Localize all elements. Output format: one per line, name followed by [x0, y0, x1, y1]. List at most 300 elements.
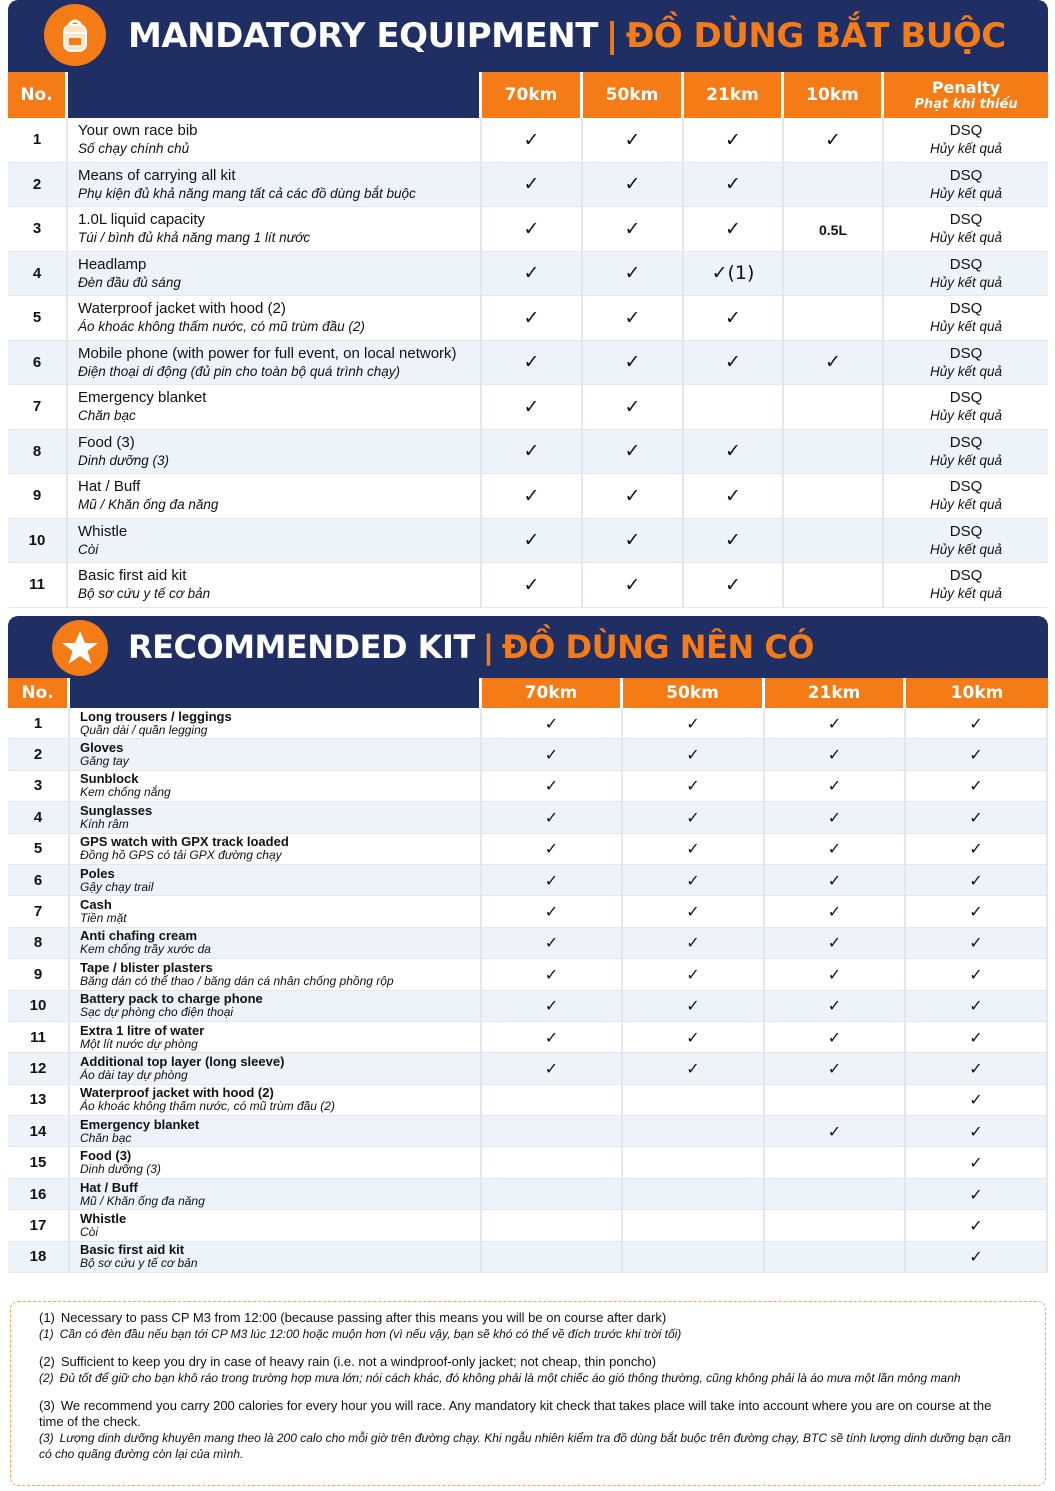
row-number: 12: [8, 1053, 70, 1084]
table-row: [8, 519, 1048, 564]
check-cell-70km: [482, 563, 583, 608]
check-cell-50km: [583, 252, 684, 297]
check-cell-21km: [684, 563, 784, 608]
check-mark: ✓: [827, 1121, 842, 1141]
check-cell-50km: [583, 474, 684, 519]
item-name-en: 1.0L liquid capacity: [78, 211, 206, 229]
item-name-vi: Mũ / Khăn ống đa năng: [78, 497, 219, 513]
check-cell-70km: [482, 1242, 623, 1273]
table-row: [8, 474, 1048, 519]
item-name-en: GPS watch with GPX track loaded: [80, 834, 289, 850]
check-cell-10km: [784, 563, 884, 608]
penalty-text: Hủy kết quả: [929, 497, 1003, 513]
check-cell-70km: [482, 430, 583, 475]
row-number: 8: [8, 430, 68, 475]
check-mark: ✓: [969, 807, 983, 827]
row-number: 9: [8, 959, 70, 990]
check-mark: ✓: [624, 217, 641, 240]
table-row: [8, 207, 1048, 252]
footnote-en: [39, 1310, 1017, 1326]
item-name-vi: Số chạy chính chủ: [78, 141, 190, 157]
check-cell-21km: [684, 296, 784, 341]
check-mark: ✓: [544, 870, 559, 890]
table-row: [8, 991, 1048, 1022]
table-row: [8, 296, 1048, 341]
item-name-en: Emergency blanket: [78, 389, 207, 407]
check-cell-21km: [765, 834, 906, 865]
penalty-text: Hủy kết quả: [929, 185, 1003, 201]
check-cell-21km: [765, 1022, 906, 1053]
penalty-text: Hủy kết quả: [929, 452, 1003, 468]
footnote-en: [39, 1354, 1017, 1370]
item-name-vi: Bộ sơ cứu y tế cơ bản: [78, 586, 211, 602]
col-item: [68, 72, 482, 118]
check-mark: ✓: [544, 776, 559, 796]
check-cell-70km: [482, 296, 583, 341]
item-cell: [68, 474, 482, 519]
check-mark: ✓: [523, 173, 540, 196]
item-name-en: Long trousers / leggings: [80, 708, 232, 724]
check-mark: ✓: [969, 1215, 983, 1235]
check-mark: ✓: [725, 351, 741, 374]
check-mark: ✓: [969, 964, 983, 984]
table-row: [8, 252, 1048, 297]
check-mark: ✓: [523, 351, 540, 374]
check-mark: ✓: [827, 807, 842, 827]
item-cell: [70, 959, 482, 990]
check-mark: 0.5L: [818, 221, 847, 238]
check-cell-10km: [784, 296, 884, 341]
footnote-text-en: We recommend you carry 200 calories for every hour you will race. Any mandatory kit check that takes place will take into account where you are on course at the time of the check.: [39, 1398, 992, 1429]
check-mark: ✓: [624, 351, 641, 374]
item-name-en: Food (3): [80, 1148, 132, 1164]
title-vi: ĐỒ DÙNG NÊN CÓ: [501, 628, 814, 666]
item-cell: [70, 896, 482, 927]
penalty-cell: [884, 252, 1048, 297]
item-name-en: Basic first aid kit: [78, 567, 187, 585]
item-name-vi: Chăn bạc: [78, 408, 136, 424]
item-name-vi: Áo dài tay dự phòng: [80, 1067, 188, 1082]
item-cell: [68, 341, 482, 386]
check-mark: ✓: [523, 217, 540, 240]
check-mark: ✓: [686, 713, 700, 733]
check-cell-70km: [482, 163, 583, 208]
item-name-en: Anti chafing cream: [80, 928, 198, 944]
check-cell-70km: [482, 1210, 623, 1241]
check-cell-70km: [482, 1116, 623, 1147]
check-mark: ✓: [686, 807, 700, 827]
col-21km: 21km: [765, 678, 906, 708]
check-mark: ✓: [969, 870, 983, 890]
check-mark: ✓: [523, 484, 540, 507]
penalty-code: DSQ: [949, 522, 983, 540]
check-mark: ✓: [686, 964, 700, 984]
penalty-text: Hủy kết quả: [929, 319, 1003, 335]
check-cell-70km: [482, 1085, 623, 1116]
check-cell-10km: [906, 1085, 1048, 1116]
table-row: [8, 959, 1048, 990]
check-mark: ✓(1): [711, 262, 755, 285]
item-name-en: Gloves: [80, 740, 124, 756]
check-cell-50km: [623, 959, 765, 990]
check-mark: ✓: [523, 128, 540, 151]
check-mark: ✓: [544, 933, 559, 953]
row-number: 1: [8, 708, 70, 739]
penalty-code: DSQ: [949, 211, 983, 229]
check-cell-50km: [623, 708, 765, 739]
check-cell-50km: [623, 771, 765, 802]
check-cell-70km: [482, 341, 583, 386]
item-cell: [70, 1147, 482, 1178]
row-number: 3: [8, 771, 70, 802]
penalty-text: Hủy kết quả: [929, 274, 1003, 290]
check-cell-21km: [765, 896, 906, 927]
check-mark: ✓: [827, 839, 842, 859]
footnote-text-vi: Lượng dinh dưỡng khuyên mang theo là 200 calo cho mỗi giờ trên đường chạy. Khi ngẫu nhiên kiểm tra đồ dùng bắt buộc trên đường chạy, BTC sẽ tính lượng dinh dưỡng bạn cần có cho quãng đường còn lại của mình.: [39, 1431, 1011, 1461]
check-cell-50km: [583, 385, 684, 430]
check-cell-70km: [482, 959, 623, 990]
row-number: 5: [8, 834, 70, 865]
check-mark: ✓: [624, 440, 641, 463]
table-row: [8, 802, 1048, 833]
col-70km: 70km: [482, 678, 623, 708]
row-number: 2: [8, 163, 68, 208]
penalty-cell: [884, 341, 1048, 386]
check-cell-21km: [684, 385, 784, 430]
check-cell-50km: [623, 1022, 765, 1053]
check-mark: ✓: [969, 839, 983, 859]
check-cell-70km: [482, 928, 623, 959]
footnote-number: (1): [39, 1310, 55, 1325]
row-number: 9: [8, 474, 68, 519]
row-number: 4: [8, 802, 70, 833]
item-name-vi: Chăn bạc: [80, 1130, 132, 1145]
item-name-vi: Băng dán có thể thao / băng dán cá nhân chống phồng rộp: [80, 973, 394, 988]
check-mark: ✓: [725, 573, 741, 596]
check-mark: ✓: [544, 807, 559, 827]
item-name-vi: Đèn đầu đủ sáng: [78, 274, 181, 290]
check-cell-10km: [784, 519, 884, 564]
check-mark: ✓: [624, 173, 641, 196]
recommended-title: [128, 628, 814, 666]
mandatory-header: [8, 0, 1048, 72]
check-cell-21km: [765, 1085, 906, 1116]
check-mark: ✓: [624, 262, 641, 285]
item-name-vi: Dinh dưỡng (3): [78, 452, 170, 468]
check-mark: ✓: [969, 1184, 983, 1204]
check-cell-10km: [906, 1147, 1048, 1178]
item-cell: [70, 771, 482, 802]
check-cell-21km: [765, 1116, 906, 1147]
col-50km: 50km: [583, 72, 684, 118]
item-name-vi: Găng tay: [80, 754, 129, 769]
check-mark: ✓: [624, 306, 641, 329]
item-cell: [70, 834, 482, 865]
item-name-vi: Dinh dưỡng (3): [80, 1162, 161, 1177]
check-cell-70km: [482, 385, 583, 430]
item-name-en: Hat / Buff: [80, 1179, 138, 1195]
check-cell-21km: [765, 1147, 906, 1178]
table-row: [8, 563, 1048, 608]
footnote-vi: [39, 1370, 1017, 1386]
check-cell-50km: [623, 865, 765, 896]
item-name-vi: Còi: [78, 541, 99, 557]
row-number: 3: [8, 207, 68, 252]
penalty-cell: [884, 563, 1048, 608]
check-mark: ✓: [827, 745, 842, 765]
check-mark: ✓: [686, 902, 700, 922]
item-name-vi: Bộ sơ cứu y tế cơ bản: [80, 1256, 198, 1271]
title-separator: |: [605, 16, 618, 56]
check-mark: ✓: [825, 128, 841, 151]
footnote-text-en: Sufficient to keep you dry in case of heavy rain (i.e. not a windproof-only jacket; not cheap, thin poncho): [60, 1354, 657, 1369]
penalty-code: DSQ: [949, 567, 983, 585]
check-mark: ✓: [624, 573, 641, 596]
check-mark: ✓: [969, 996, 983, 1016]
table-row: [8, 739, 1048, 770]
item-name-en: Your own race bib: [78, 122, 198, 140]
check-cell-10km: [784, 385, 884, 430]
item-name-vi: Sạc dự phòng cho điện thoại: [80, 1005, 234, 1020]
check-cell-50km: [623, 1147, 765, 1178]
check-cell-50km: [623, 1242, 765, 1273]
item-cell: [68, 519, 482, 564]
check-cell-50km: [583, 519, 684, 564]
item-cell: [68, 563, 482, 608]
item-name-vi: Kính râm: [80, 816, 129, 831]
check-mark: ✓: [523, 440, 540, 463]
item-cell: [70, 802, 482, 833]
check-cell-21km: [684, 430, 784, 475]
check-cell-10km: [906, 802, 1048, 833]
footnote-number: (2): [39, 1371, 54, 1385]
item-name-en: Extra 1 litre of water: [80, 1022, 205, 1038]
check-mark: ✓: [624, 128, 641, 151]
check-cell-21km: [765, 802, 906, 833]
check-mark: ✓: [544, 1058, 559, 1078]
check-cell-70km: [482, 1022, 623, 1053]
item-cell: [68, 385, 482, 430]
penalty-code: DSQ: [949, 255, 983, 273]
check-cell-70km: [482, 991, 623, 1022]
check-cell-50km: [583, 163, 684, 208]
penalty-text: Hủy kết quả: [929, 541, 1003, 557]
check-mark: ✓: [544, 902, 559, 922]
table-row: [8, 1147, 1048, 1178]
check-cell-10km: [906, 865, 1048, 896]
row-number: 5: [8, 296, 68, 341]
check-mark: ✓: [827, 996, 842, 1016]
recommended-table: [8, 678, 1048, 1273]
check-mark: ✓: [969, 1058, 983, 1078]
item-name-en: Poles: [80, 865, 115, 881]
check-mark: ✓: [969, 1153, 983, 1173]
check-mark: ✓: [544, 1027, 559, 1047]
backpack-icon: [44, 4, 106, 66]
check-cell-70km: [482, 739, 623, 770]
check-cell-10km: [906, 834, 1048, 865]
check-cell-70km: [482, 474, 583, 519]
row-number: 1: [8, 118, 68, 163]
check-mark: ✓: [686, 1058, 700, 1078]
check-cell-10km: [906, 991, 1048, 1022]
check-cell-50km: [623, 1053, 765, 1084]
check-cell-50km: [583, 296, 684, 341]
check-cell-10km: [784, 430, 884, 475]
row-number: 7: [8, 896, 70, 927]
check-mark: ✓: [969, 745, 983, 765]
table-row: [8, 163, 1048, 208]
check-mark: ✓: [544, 713, 559, 733]
item-name-en: Additional top layer (long sleeve): [80, 1053, 285, 1069]
table-row: [8, 430, 1048, 475]
check-mark: ✓: [827, 776, 842, 796]
item-cell: [70, 1085, 482, 1116]
item-name-en: Headlamp: [78, 255, 147, 273]
table-row: [8, 865, 1048, 896]
check-mark: ✓: [523, 529, 540, 552]
col-50km: 50km: [623, 678, 765, 708]
check-mark: ✓: [523, 395, 540, 418]
check-mark: ✓: [969, 902, 983, 922]
title-en: MANDATORY EQUIPMENT: [128, 16, 598, 56]
item-cell: [70, 1179, 482, 1210]
item-cell: [68, 118, 482, 163]
item-name-en: Basic first aid kit: [80, 1242, 185, 1258]
row-number: 11: [8, 1022, 70, 1053]
col-penalty-en: Penalty: [931, 78, 1001, 97]
footnote-number: (3): [39, 1398, 55, 1413]
check-cell-21km: [765, 928, 906, 959]
penalty-code: DSQ: [949, 122, 983, 140]
item-name-en: Hat / Buff: [78, 478, 141, 496]
check-cell-50km: [623, 896, 765, 927]
check-mark: ✓: [969, 933, 983, 953]
table-row: [8, 928, 1048, 959]
check-cell-21km: [684, 474, 784, 519]
check-mark: ✓: [523, 262, 540, 285]
check-cell-70km: [482, 708, 623, 739]
recommended-header-row: [8, 678, 1048, 708]
col-no: No.: [8, 72, 68, 118]
item-cell: [70, 1242, 482, 1273]
item-name-vi: Túi / bình đủ khả năng mang 1 lít nước: [78, 230, 311, 246]
check-mark: ✓: [827, 933, 842, 953]
footnote-text-en: Necessary to pass CP M3 from 12:00 (because passing after this means you will be on course after dark): [60, 1310, 667, 1325]
item-name-en: Whistle: [78, 522, 128, 540]
item-name-en: Tape / blister plasters: [80, 959, 213, 975]
footnote-number: (3): [39, 1431, 54, 1445]
item-name-en: Means of carrying all kit: [78, 166, 236, 184]
check-mark: ✓: [969, 776, 983, 796]
check-mark: ✓: [969, 1027, 983, 1047]
check-cell-21km: [765, 1179, 906, 1210]
col-10km: 10km: [906, 678, 1048, 708]
check-cell-21km: [765, 1242, 906, 1273]
col-penalty-vi: Phạt khi thiếu: [914, 97, 1018, 112]
item-name-vi: Áo khoác không thấm nước, có mũ trùm đầu (2): [80, 1099, 335, 1114]
recommended-header: [8, 616, 1048, 678]
check-mark: ✓: [624, 529, 641, 552]
item-name-vi: Kem chống nắng: [80, 785, 171, 800]
check-cell-10km: [906, 1053, 1048, 1084]
table-row: [8, 1116, 1048, 1147]
check-cell-70km: [482, 771, 623, 802]
check-cell-10km: [906, 708, 1048, 739]
check-mark: ✓: [725, 306, 741, 329]
check-mark: ✓: [544, 745, 559, 765]
item-cell: [70, 1022, 482, 1053]
col-10km: 10km: [784, 72, 884, 118]
col-no: No.: [8, 678, 70, 708]
check-cell-21km: [765, 739, 906, 770]
check-mark: ✓: [725, 440, 741, 463]
title-en: RECOMMENDED KIT: [128, 628, 475, 666]
check-mark: ✓: [544, 996, 559, 1016]
check-mark: ✓: [969, 1247, 983, 1267]
row-number: 14: [8, 1116, 70, 1147]
check-cell-50km: [583, 430, 684, 475]
item-name-en: Waterproof jacket with hood (2): [80, 1085, 274, 1101]
check-mark: ✓: [686, 1027, 700, 1047]
check-cell-50km: [623, 739, 765, 770]
check-cell-70km: [482, 519, 583, 564]
check-cell-70km: [482, 118, 583, 163]
check-cell-70km: [482, 802, 623, 833]
check-cell-21km: [765, 865, 906, 896]
item-cell: [68, 163, 482, 208]
check-cell-10km: [906, 959, 1048, 990]
check-cell-21km: [684, 341, 784, 386]
item-name-en: Sunblock: [80, 771, 139, 787]
check-cell-50km: [583, 207, 684, 252]
check-cell-70km: [482, 1147, 623, 1178]
col-item: [70, 678, 482, 708]
penalty-cell: [884, 519, 1048, 564]
table-row: [8, 1053, 1048, 1084]
check-mark: ✓: [827, 964, 842, 984]
check-cell-21km: [765, 708, 906, 739]
table-row: [8, 1179, 1048, 1210]
row-number: 15: [8, 1147, 70, 1178]
col-penalty: [884, 72, 1048, 118]
check-cell-21km: [684, 519, 784, 564]
penalty-cell: [884, 296, 1048, 341]
check-mark: ✓: [686, 839, 700, 859]
check-cell-50km: [583, 341, 684, 386]
item-name-en: Cash: [80, 897, 112, 913]
check-cell-21km: [765, 771, 906, 802]
row-number: 18: [8, 1242, 70, 1273]
check-cell-70km: [482, 1053, 623, 1084]
check-cell-10km: [906, 771, 1048, 802]
item-name-vi: Áo khoác không thấm nước, có mũ trùm đầu (2): [78, 319, 365, 335]
footnote: [39, 1354, 1017, 1386]
check-mark: ✓: [686, 996, 700, 1016]
check-cell-10km: [784, 341, 884, 386]
check-cell-50km: [623, 1210, 765, 1241]
table-row: [8, 708, 1048, 739]
item-cell: [68, 207, 482, 252]
check-cell-50km: [623, 1179, 765, 1210]
footnote-vi: [39, 1430, 1017, 1462]
item-name-vi: Đồng hồ GPS có tải GPX đường chạy: [80, 848, 282, 863]
check-cell-10km: [784, 207, 884, 252]
check-mark: ✓: [686, 745, 700, 765]
item-cell: [70, 708, 482, 739]
check-cell-10km: [784, 474, 884, 519]
check-mark: ✓: [725, 173, 741, 196]
